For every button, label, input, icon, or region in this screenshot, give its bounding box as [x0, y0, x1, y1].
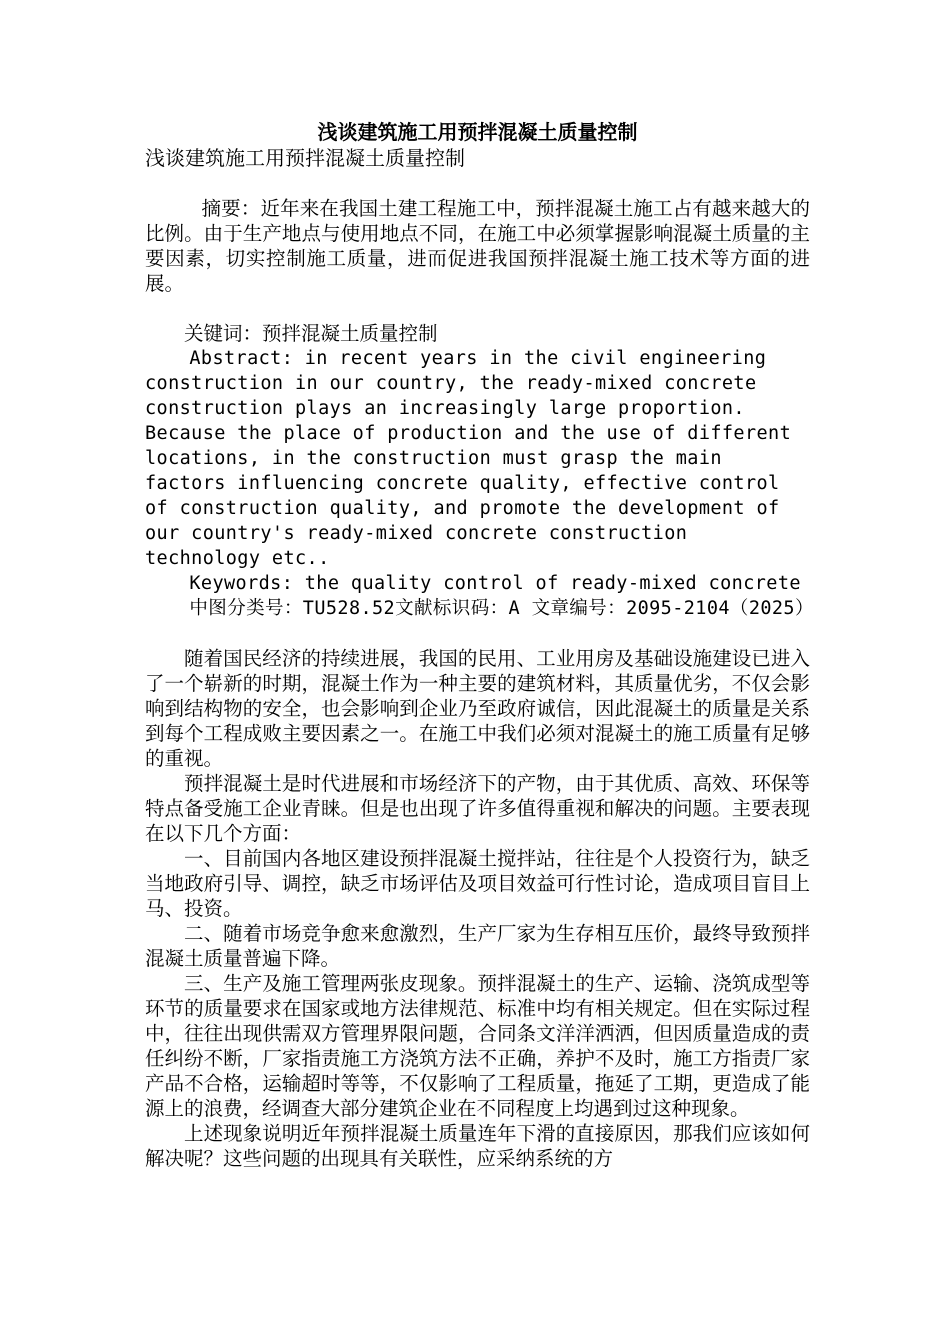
keywords-english: Keywords: the quality control of ready-mixed concrete [189, 573, 801, 594]
spacer [145, 171, 810, 196]
body-paragraph: 随着国民经济的持续进展，我国的民用、工业用房及基础设施建设已进入了一个崭新的时期，混凝土作为一种主要的建筑材料，其质量优劣，不仅会影响到结构物的安全，也会影响到企业乃至政府诚信，因此混凝土的质量是关系到每个工程成败主要因素之一。在施工中我们必须对混凝土的施工质量有足够的重视。 [145, 647, 810, 770]
document-page [145, 119, 814, 1171]
abstract-english: Abstract: in recent years in the civil engineering construction in our country, the ready-mixed concrete construction plays an increasingly large proportion. Because the place of production and the use of different locations, in the construction must grasp the main factors influencing concrete quality, effective control of construction quality, and promote the development of our country's ready-mixed concrete construction technology etc.. [145, 348, 792, 569]
keywords-chinese: 关键词：预拌混凝土质量控制 [184, 322, 438, 345]
body-paragraph: 三、生产及施工管理两张皮现象。预拌混凝土的生产、运输、浇筑成型等环节的质量要求在国家或地方法律规范、标准中均有相关规定。但在实际过程中，往往出现供需双方管理界限问题，合同条文洋洋洒洒，但因质量造成的责任纠纷不断，厂家指责施工方浇筑方法不正确，养护不及时，施工方指责厂家产品不合格，运输超时等等，不仅影响了工程质量，拖延了工期，更造成了能源上的浪费，经调查大部分建筑企业在不同程度上均遇到过这种现象。 [145, 972, 810, 1120]
body-paragraph: 一、目前国内各地区建设预拌混凝土搅拌站，往往是个人投资行为，缺乏当地政府引导、调控，缺乏市场评估及项目效益可行性讨论，造成项目盲目上马、投资。 [145, 847, 810, 920]
document-title: 浅谈建筑施工用预拌混凝土质量控制 [317, 120, 638, 144]
spacer [145, 621, 810, 646]
abstract-chinese: 摘要：近年来在我国土建工程施工中，预拌混凝土施工占有越来越大的比例。由于生产地点与使用地点不同，在施工中必须掌握影响混凝土质量的主要因素，切实控制施工质量，进而促进我国预拌混凝土施工技术等方面的进展。 [145, 197, 810, 295]
classification-info: 中图分类号：TU528.52文献标识码：A 文章编号：2095-2104（2025） [189, 598, 814, 619]
document-subtitle: 浅谈建筑施工用预拌混凝土质量控制 [145, 146, 465, 170]
spacer [145, 296, 810, 321]
body-paragraph: 二、随着市场竞争愈来愈激烈，生产厂家为生存相互压价，最终导致预拌混凝土质量普遍下降。 [145, 922, 810, 970]
body-paragraph: 上述现象说明近年预拌混凝土质量连年下滑的直接原因，那我们应该如何解决呢？这些问题的出现具有关联性，应采纳系统的方 [145, 1122, 810, 1170]
body-paragraph: 预拌混凝土是时代进展和市场经济下的产物，由于其优质、高效、环保等特点备受施工企业青睐。但是也出现了许多值得重视和解决的问题。主要表现在以下几个方面： [145, 772, 810, 845]
